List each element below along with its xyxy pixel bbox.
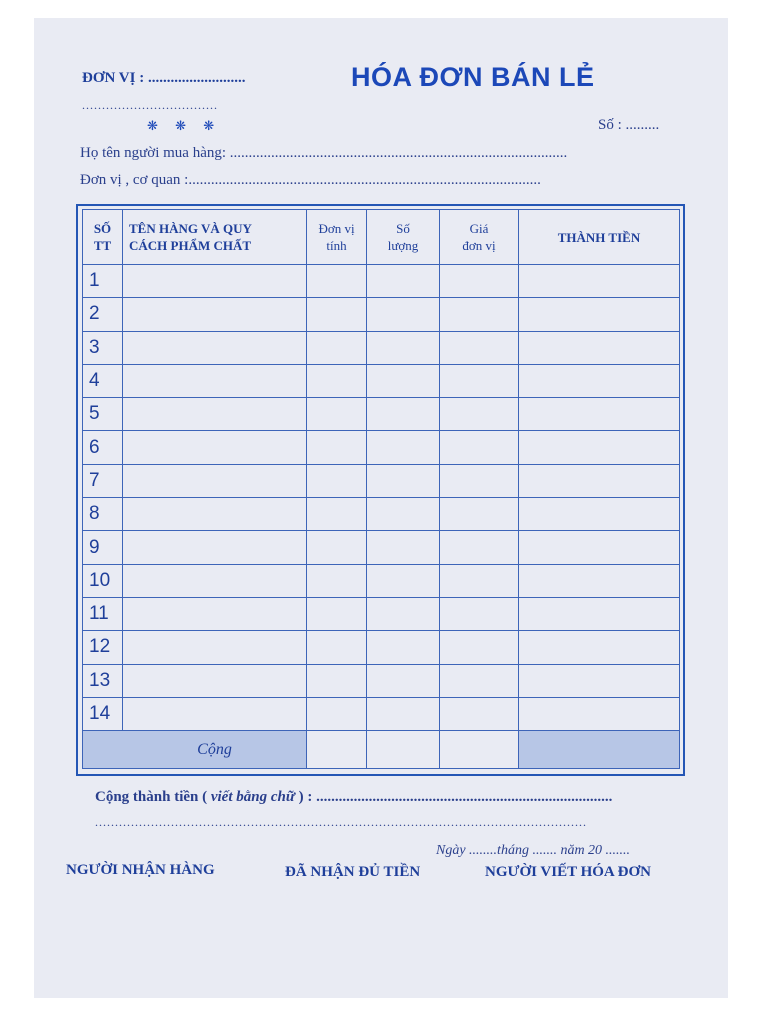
row-number: 13	[83, 664, 123, 697]
ornament-icon: ❋ ❋ ❋	[147, 118, 222, 133]
table-cell[interactable]	[307, 298, 367, 331]
table-cell[interactable]	[519, 431, 680, 464]
table-cell[interactable]	[519, 564, 680, 597]
row-number: 7	[83, 464, 123, 497]
row-number: 10	[83, 564, 123, 597]
table-cell[interactable]	[440, 364, 519, 397]
col-header-unit-price: Giá đơn vị	[440, 210, 519, 265]
table-cell[interactable]	[307, 265, 367, 298]
row-number: 2	[83, 298, 123, 331]
sig-paid-label: ĐÃ NHẬN ĐỦ TIỀN	[285, 864, 421, 880]
row-number: 14	[83, 697, 123, 730]
table-cell[interactable]	[123, 398, 307, 431]
table-cell[interactable]	[519, 531, 680, 564]
table-cell[interactable]	[367, 265, 440, 298]
table-cell[interactable]	[519, 265, 680, 298]
total-amount-cell[interactable]	[519, 731, 680, 769]
table-cell[interactable]	[367, 298, 440, 331]
sig-receiver-label: NGƯỜI NHẬN HÀNG	[66, 862, 215, 878]
table-row	[83, 597, 680, 630]
table-row	[83, 664, 680, 697]
table-cell[interactable]	[440, 531, 519, 564]
table-cell[interactable]	[440, 564, 519, 597]
row-number: 9	[83, 531, 123, 564]
table-cell[interactable]	[367, 697, 440, 730]
row-number: 6	[83, 431, 123, 464]
buyer-name-field[interactable]: Họ tên người mua hàng: ..........................................................................................	[80, 145, 568, 161]
table-cell[interactable]	[519, 398, 680, 431]
col-header-quantity: Số lượng	[367, 210, 440, 265]
table-cell[interactable]	[519, 631, 680, 664]
table-cell[interactable]	[440, 431, 519, 464]
total-row	[83, 731, 680, 769]
table-cell[interactable]	[307, 398, 367, 431]
table-cell[interactable]	[307, 631, 367, 664]
table-cell[interactable]	[307, 364, 367, 397]
table-row	[83, 531, 680, 564]
col-header-unit: Đơn vị tính	[307, 210, 367, 265]
table-cell[interactable]	[519, 664, 680, 697]
col-header-stt: SỐ TT	[83, 210, 123, 265]
table-header-row	[83, 210, 680, 265]
table-row	[83, 398, 680, 431]
invoice-title: HÓA ĐƠN BÁN LẺ	[351, 62, 595, 92]
table-row	[83, 431, 680, 464]
table-cell[interactable]	[367, 498, 440, 531]
row-number: 1	[83, 265, 123, 298]
row-number: 4	[83, 364, 123, 397]
row-number: 8	[83, 498, 123, 531]
table-cell[interactable]	[519, 331, 680, 364]
table-cell[interactable]	[367, 664, 440, 697]
table-cell[interactable]	[123, 564, 307, 597]
table-cell[interactable]	[440, 298, 519, 331]
table-cell[interactable]	[367, 631, 440, 664]
table-cell[interactable]	[123, 531, 307, 564]
row-number: 11	[83, 597, 123, 630]
buyer-unit-field[interactable]: Đơn vị , cơ quan :..............................................................................................	[80, 172, 541, 188]
table-cell[interactable]	[123, 298, 307, 331]
table-cell[interactable]	[519, 498, 680, 531]
table-cell[interactable]	[440, 631, 519, 664]
row-number: 12	[83, 631, 123, 664]
table-cell[interactable]	[519, 364, 680, 397]
table-cell[interactable]	[440, 398, 519, 431]
sig-writer-label: NGƯỜI VIẾT HÓA ĐƠN	[485, 864, 652, 880]
table-cell[interactable]	[123, 597, 307, 630]
table-row	[83, 498, 680, 531]
table-cell[interactable]	[367, 364, 440, 397]
table-row	[83, 464, 680, 497]
table-row	[83, 631, 680, 664]
table-cell[interactable]	[367, 398, 440, 431]
table-cell[interactable]	[519, 697, 680, 730]
table-cell[interactable]	[307, 664, 367, 697]
table-cell[interactable]	[440, 498, 519, 531]
items-table	[82, 209, 680, 769]
col-header-amount: THÀNH TIỀN	[519, 210, 680, 265]
table-cell[interactable]	[307, 564, 367, 597]
table-cell[interactable]	[307, 597, 367, 630]
table-cell[interactable]	[367, 597, 440, 630]
table-cell[interactable]	[123, 498, 307, 531]
table-row	[83, 331, 680, 364]
table-row	[83, 364, 680, 397]
amount-in-words-line2: ...........................................................................................................................	[95, 815, 587, 829]
total-cell[interactable]	[307, 731, 367, 769]
table-cell[interactable]	[440, 597, 519, 630]
table-row	[83, 298, 680, 331]
total-cell[interactable]	[440, 731, 519, 769]
invoice-number-label: Số : .........	[598, 117, 660, 133]
table-cell[interactable]	[440, 697, 519, 730]
don-vi-line2: ..................................	[82, 98, 218, 112]
table-cell[interactable]	[307, 464, 367, 497]
total-cell[interactable]	[367, 731, 440, 769]
table-cell[interactable]	[367, 564, 440, 597]
table-cell[interactable]	[123, 631, 307, 664]
col-header-item-name: TÊN HÀNG VÀ QUY CÁCH PHẨM CHẤT	[123, 210, 307, 265]
table-cell[interactable]	[123, 331, 307, 364]
total-label: Cộng	[83, 731, 307, 769]
table-cell[interactable]	[367, 431, 440, 464]
table-cell[interactable]	[307, 531, 367, 564]
table-cell[interactable]	[123, 265, 307, 298]
table-cell[interactable]	[519, 597, 680, 630]
table-cell[interactable]	[307, 697, 367, 730]
table-cell[interactable]	[440, 664, 519, 697]
table-cell[interactable]	[440, 464, 519, 497]
table-cell[interactable]	[307, 431, 367, 464]
table-cell[interactable]	[123, 431, 307, 464]
table-row	[83, 564, 680, 597]
table-cell[interactable]	[307, 498, 367, 531]
date-line[interactable]: Ngày ........tháng ....... năm 20 .......	[436, 843, 631, 858]
table-cell[interactable]	[440, 265, 519, 298]
table-cell[interactable]	[367, 464, 440, 497]
table-cell[interactable]	[367, 531, 440, 564]
table-cell[interactable]	[519, 298, 680, 331]
table-cell[interactable]	[123, 697, 307, 730]
table-cell[interactable]	[123, 664, 307, 697]
table-cell[interactable]	[307, 331, 367, 364]
table-cell[interactable]	[123, 364, 307, 397]
table-cell[interactable]	[440, 331, 519, 364]
table-row	[83, 697, 680, 730]
table-cell[interactable]	[123, 464, 307, 497]
row-number: 3	[83, 331, 123, 364]
table-row	[83, 265, 680, 298]
table-cell[interactable]	[367, 331, 440, 364]
amount-in-words-field[interactable]: Cộng thành tiền ( viết bằng chữ ) : ...............................................................................	[95, 789, 613, 805]
table-cell[interactable]	[519, 464, 680, 497]
row-number: 5	[83, 398, 123, 431]
don-vi-label: ĐƠN VỊ : ..........................	[82, 70, 246, 86]
